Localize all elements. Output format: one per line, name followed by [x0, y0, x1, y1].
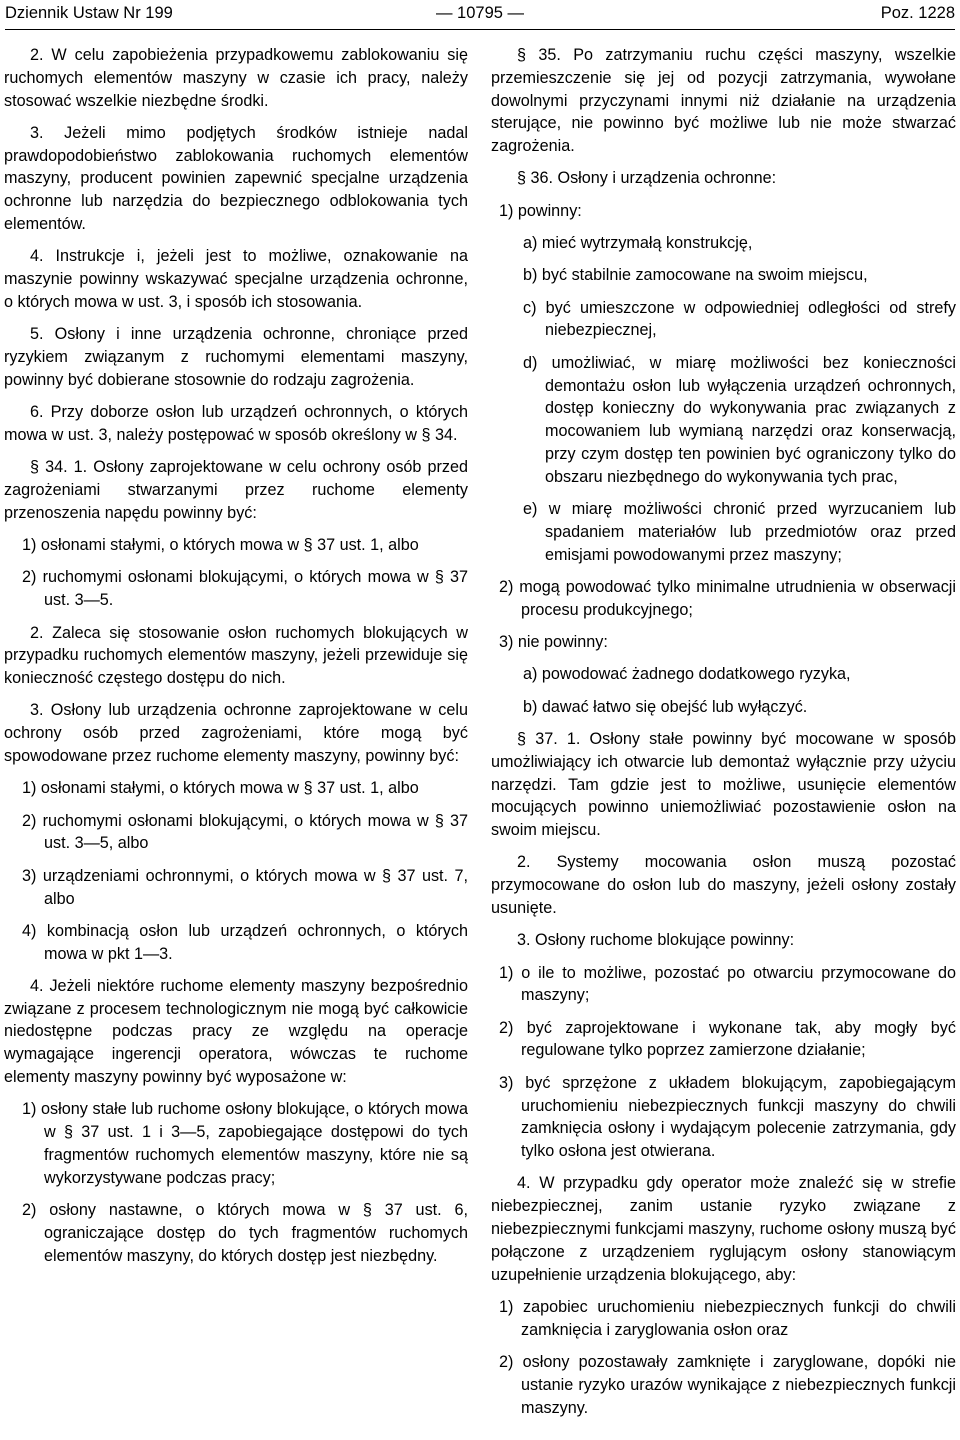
- paragraph: § 37. 1. Osłony stałe powinny być mocowane w sposób umożliwiający ich otwarcie lub demontaż wyłącznie przy użyciu narzędzi. Tam gdzie jest to możliwe, usunięcie elementów mocujących powinno uniemożliwiać pozostawienie osłon na swoim miejscu.: [491, 729, 956, 840]
- list-item: 1) zapobiec uruchomieniu niebezpiecznych funkcji do chwili zamknięcia i zaryglowania osłon oraz: [499, 1297, 956, 1339]
- left-column: [4, 44, 468, 1277]
- list-item: 2) osłony nastawne, o których mowa w § 37 ust. 6, ograniczające dostęp do tych fragmentów ruchomych elementów maszyny, do których dostęp jest niezbędny.: [22, 1201, 468, 1265]
- paragraph: 2. Systemy mocowania osłon muszą pozostać przymocowane do osłon lub do maszyny, jeżeli osłony zostały usunięte.: [491, 853, 956, 917]
- sub-list-item: b) dawać łatwo się obejść lub wyłączyć.: [523, 697, 808, 716]
- paragraph: 3. Osłony ruchome blokujące powinny:: [517, 931, 795, 950]
- paragraph: § 34. 1. Osłony zaprojektowane w celu ochrony osób przed zagrożeniami stwarzanymi przez ruchome elementy przenoszenia napędu powinny być:: [4, 458, 468, 522]
- list-item: 1) osłonami stałymi, o których mowa w § 37 ust. 1, albo: [22, 536, 419, 555]
- list-item: 1) o ile to możliwe, pozostać po otwarciu przymocowane do maszyny;: [499, 963, 956, 1005]
- paragraph: § 35. Po zatrzymaniu ruchu części maszyny, wszelkie przemieszczenie się jej od pozycji zatrzymania, wywołane dowolnymi przyczynami innymi niż działanie na urządzenia sterujące, nie powinno być możliwe lub nie może stwarzać zagrożenia.: [491, 46, 956, 156]
- position-number: Poz. 1228: [880, 4, 955, 22]
- list-item: 3) urządzeniami ochronnymi, o których mowa w § 37 ust. 7, albo: [22, 866, 468, 908]
- list-item: 2) ruchomymi osłonami blokującymi, o których mowa w § 37 ust. 3—5, albo: [22, 811, 468, 853]
- sub-list-item: d) umożliwiać, w miarę możliwości bez konieczności demontażu osłon lub wyłączenia urządzeń ochronnych, dostęp konieczny do wykonywania prac związanych z mocowaniem lub wymianą narzędzi oraz konserwacją, przy czym dostęp ten powinien być ograniczony tylko do obszaru niezbędnego do wykonywania tych prac,: [523, 353, 956, 486]
- list-item: 2) osłony pozostawały zamknięte i zaryglowane, dopóki nie ustanie ryzyko urazów wynikające z niebezpiecznych funkcji maszyny.: [499, 1353, 956, 1417]
- paragraph: § 36. Osłony i urządzenia ochronne:: [517, 169, 777, 188]
- page-header: [5, 2, 955, 24]
- paragraph: 6. Przy doborze osłon lub urządzeń ochronnych, o których mowa w ust. 3, należy postępować w sposób określony w § 34.: [4, 403, 468, 444]
- sub-list-item: a) powodować żadnego dodatkowego ryzyka,: [523, 665, 851, 684]
- sub-list-item: a) mieć wytrzymałą konstrukcję,: [523, 234, 753, 253]
- paragraph: 3. Osłony lub urządzenia ochronne zaprojektowane w celu ochrony osób przed zagrożeniami, które mogą być spowodowane przez ruchome elementy maszyny, powinny być:: [4, 701, 468, 766]
- list-item: 1) powinny:: [499, 201, 582, 220]
- paragraph: 5. Osłony i inne urządzenia ochronne, chroniące przed ryzykiem związanym z ruchomymi elementami maszyny, powinny być dobierane stosownie do rodzaju zagrożenia.: [4, 325, 468, 389]
- list-item: 3) być sprzężone z układem blokującym, zapobiegającym uruchomieniu niebezpiecznych funkcji maszyny do chwili zamknięcia osłony i wydającym polecenie zatrzymania, gdy tylko osłona jest otwierana.: [499, 1073, 956, 1161]
- paragraph: 3. Jeżeli mimo podjętych środków istnieje nadal prawdopodobieństwo zablokowania ruchomych elementów maszyny, producent powinien zapewnić specjalne urządzenia ochronne lub narzędzia do bezpiecznego odblokowania tych elementów.: [4, 123, 468, 234]
- page-number: — 10795 —: [435, 4, 525, 22]
- sub-list-item: e) w miarę możliwości chronić przed wyrzucaniem lub spadaniem materiałów lub przedmiotów oraz przed emisjami powodowanymi przez maszyny;: [523, 500, 956, 564]
- list-item: 2) mogą powodować tylko minimalne utrudnienia w obserwacji procesu produkcyjnego;: [499, 577, 956, 619]
- list-item: 1) osłony stałe lub ruchome osłony blokujące, o których mowa w § 37 ust. 1 i 3—5, zapobiegające dostępowi do tych fragmentów ruchomych elementów maszyny, które nie są wykorzystywane podczas pracy;: [22, 1100, 468, 1187]
- paragraph: 4. Instrukcje i, jeżeli jest to możliwe, oznakowanie na maszynie powinny wskazywać specjalne urządzenia ochronne, o których mowa w ust. 3, i sposób ich stosowania.: [4, 247, 468, 311]
- paragraph: 4. Jeżeli niektóre ruchome elementy maszyny bezpośrednio związane z procesem technologicznym nie mogą być całkowicie niedostępne podczas pracy ze względu na operacje wymagające ingerencji operatora, wówczas te ruchome elementy maszyny powinny być wyposażone w:: [4, 976, 468, 1087]
- list-item: 1) osłonami stałymi, o których mowa w § 37 ust. 1, albo: [22, 779, 419, 798]
- right-column: [491, 44, 956, 1429]
- list-item: 2) być zaprojektowane i wykonane tak, aby mogły być regulowane tylko poprzez zamierzone działanie;: [499, 1018, 956, 1060]
- sub-list-item: c) być umieszczone w odpowiedniej odległości od strefy niebezpiecznej,: [523, 298, 956, 340]
- header-divider: [5, 29, 955, 30]
- list-item: 4) kombinacją osłon lub urządzeń ochronnych, o których mowa w pkt 1—3.: [22, 921, 468, 963]
- list-item: 2) ruchomymi osłonami blokującymi, o których mowa w § 37 ust. 3—5.: [22, 568, 468, 610]
- sub-list-item: b) być stabilnie zamocowane na swoim miejscu,: [523, 266, 868, 285]
- paragraph: 2. W celu zapobieżenia przypadkowemu zablokowaniu się ruchomych elementów maszyny w czasie ich pracy, należy stosować wszelkie niezbędne środki.: [4, 46, 468, 110]
- list-item: 3) nie powinny:: [499, 633, 608, 652]
- paragraph: 2. Zaleca się stosowanie osłon ruchomych blokujących w przypadku ruchomych elementów maszyny, jeżeli przewiduje się konieczność częstego dostępu do nich.: [4, 623, 468, 688]
- paragraph: 4. W przypadku gdy operator może znaleźć się w strefie niebezpiecznej, zanim ustanie ryzyko związane z niebezpiecznymi funkcjami maszyny, ruchome osłony muszą być połączone z urządzeniem ryglującym osłony stanowiącym uzupełnienie urządzenia blokującego, aby:: [491, 1174, 956, 1284]
- journal-title: Dziennik Ustaw Nr 199: [5, 4, 173, 22]
